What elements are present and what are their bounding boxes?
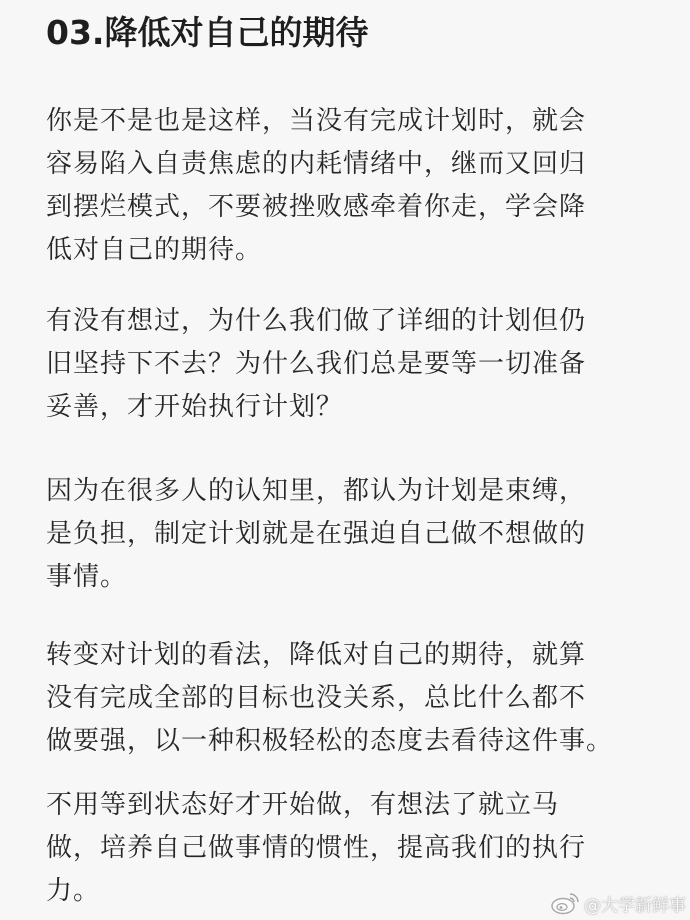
paragraph-line: 做，培养自己做事情的惯性，提高我们的执行 (46, 833, 587, 863)
paragraph-line: 没有完成全部的目标也没关系，总比什么都不 (46, 683, 587, 713)
paragraph-line: 是负担，制定计划就是在强迫自己做不想做的 (46, 519, 587, 549)
watermark (550, 890, 686, 916)
paragraph-4 (46, 634, 646, 763)
paragraph-line: 因为在很多人的认知里，都认为计划是束缚， (46, 476, 587, 506)
paragraph-line: 不用等到状态好才开始做，有想法了就立马 (46, 790, 560, 820)
weibo-icon (550, 891, 580, 915)
section-heading: 03.降低对自己的期待 (46, 13, 369, 52)
paragraph-line: 低对自己的期待。 (46, 235, 263, 265)
watermark-text: @大学新鲜事 (584, 895, 686, 916)
paragraph-line: 容易陷入自责焦虑的内耗情绪中，继而又回归 (46, 149, 587, 179)
paragraph-line: 有没有想过，为什么我们做了详细的计划但仍 (46, 306, 587, 336)
paragraph-line: 旧坚持下不去？为什么我们总是要等一切准备 (46, 349, 587, 379)
paragraph-line: 妥善，才开始执行计划？ (46, 392, 344, 422)
paragraph-line: 转变对计划的看法，降低对自己的期待，就算 (46, 640, 587, 670)
paragraph-line: 做要强，以一种积极轻松的态度去看待这件事。 (46, 726, 614, 756)
paragraph-line: 你是不是也是这样，当没有完成计划时，就会 (46, 106, 587, 136)
paragraph-line: 事情。 (46, 562, 128, 592)
paragraph-line: 力。 (46, 876, 101, 906)
paragraph-1 (46, 100, 646, 272)
paragraph-2 (46, 300, 646, 429)
paragraph-line: 到摆烂模式，不要被挫败感牵着你走，学会降 (46, 192, 587, 222)
paragraph-3 (46, 470, 646, 599)
